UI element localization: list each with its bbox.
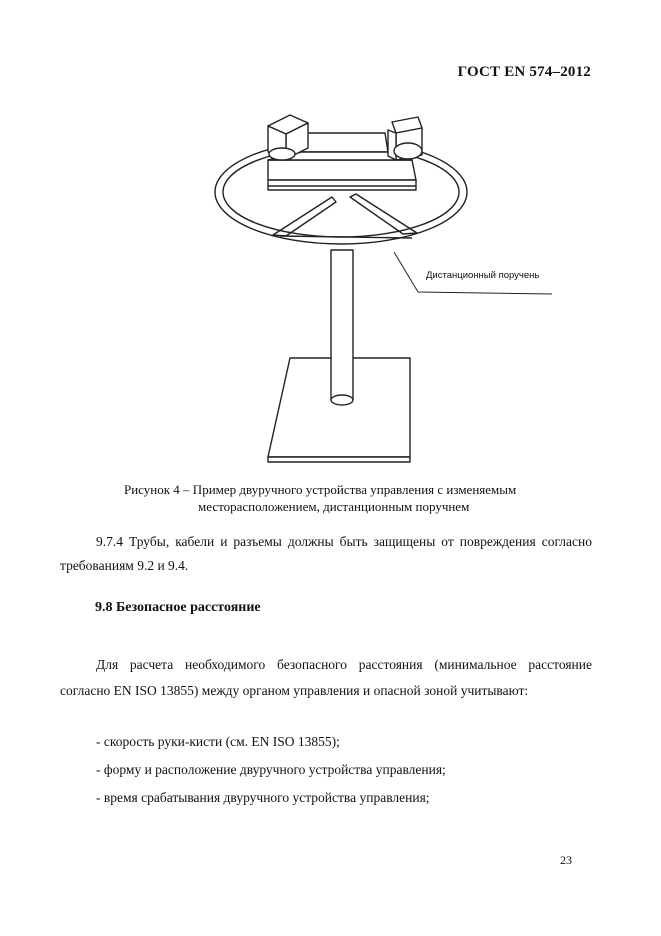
two-hand-control-drawing (200, 100, 570, 470)
list-item: - форму и расположение двуручного устройства управления; (96, 762, 446, 777)
section-heading-9-8: 9.8 Безопасное расстояние (95, 600, 261, 615)
figure-caption-line-1: Рисунок 4 – Пример двуручного устройства управления с изменяемым (124, 482, 517, 497)
callout-label: Дистанционный поручень (426, 270, 540, 281)
paragraph-9-8: Для расчета необходимого безопасного расстояния (минимальное расстояние согласно EN ISO 13855) между органом управления и опасной зоной учитывают: (60, 657, 592, 698)
list-item: - скорость руки-кисти (см. EN ISO 13855); (96, 734, 340, 749)
support-pole (331, 250, 353, 405)
page-number: 23 (560, 853, 572, 867)
paragraph-9-7-4: 9.7.4 Трубы, кабели и разъемы должны быть защищены от повреждения согласно требованиям 9.2 и 9.4. (60, 534, 592, 573)
document-header: ГОСТ EN 574–2012 (457, 64, 591, 80)
list-item: - время срабатывания двуручного устройства управления; (96, 790, 430, 805)
figure-4-illustration (200, 100, 570, 470)
figure-caption-line-2: месторасположением, дистанционным поручнем (198, 499, 470, 514)
right-push-button (394, 143, 422, 159)
right-push-button-housing (388, 117, 422, 160)
left-push-button (269, 148, 295, 160)
